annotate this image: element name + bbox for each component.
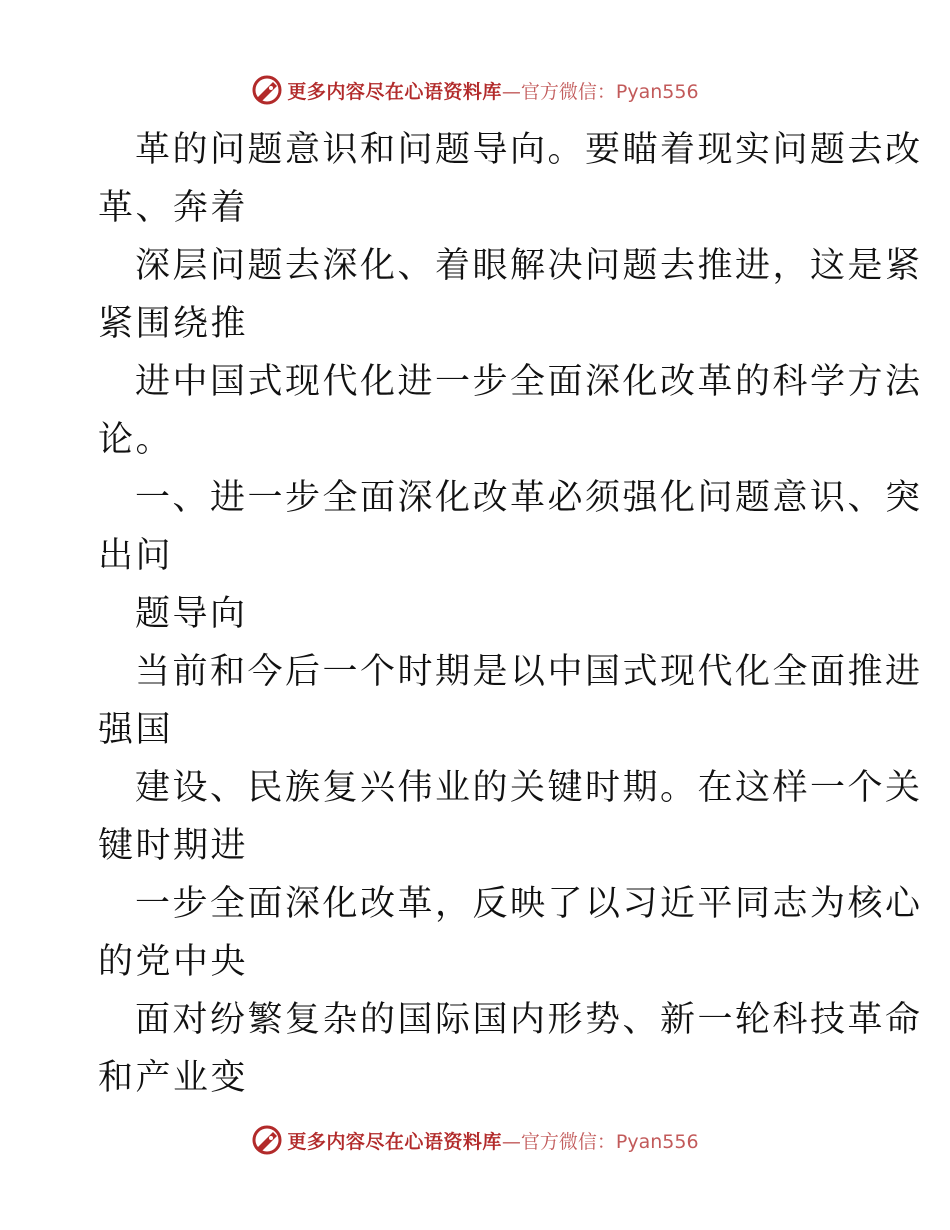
body-line: 紧围绕推 <box>98 304 249 344</box>
banner-sub-text: —官方微信：Pyan556 <box>501 80 699 103</box>
banner-main-text: 更多内容尽在心语资料库 <box>287 1130 502 1153</box>
body-line: 论。 <box>98 420 174 460</box>
body-line: 建设、民族复兴伟业的关键时期。在这样一个关 <box>135 768 923 808</box>
body-line: 革、奔着 <box>98 188 249 228</box>
pen-nib-logo-icon <box>251 74 283 106</box>
banner-sub-text: —官方微信：Pyan556 <box>501 1130 699 1153</box>
body-line: 深层问题去深化、着眼解决问题去推进，这是紧 <box>135 246 923 286</box>
body-line: 强国 <box>98 710 174 750</box>
header-watermark-banner <box>0 70 950 110</box>
body-line: 的党中央 <box>98 942 249 982</box>
body-line: 和产业变 <box>98 1058 249 1098</box>
body-line: 一、进一步全面深化改革必须强化问题意识、突 <box>135 478 923 518</box>
pen-nib-logo-icon <box>251 1124 283 1156</box>
body-line: 进中国式现代化进一步全面深化改革的科学方法 <box>135 362 923 402</box>
body-line: 面对纷繁复杂的国际国内形势、新一轮科技革命 <box>135 1000 923 1040</box>
banner-main-text: 更多内容尽在心语资料库 <box>287 80 502 103</box>
body-line: 革的问题意识和问题导向。要瞄着现实问题去改 <box>135 130 923 170</box>
footer-watermark-banner <box>0 1120 950 1160</box>
body-line: 键时期进 <box>98 826 249 866</box>
body-line: 当前和今后一个时期是以中国式现代化全面推进 <box>135 652 923 692</box>
body-line: 出问 <box>98 536 174 576</box>
body-line: 一步全面深化改革，反映了以习近平同志为核心 <box>135 884 923 924</box>
body-line: 题导向 <box>135 594 248 634</box>
document-body <box>98 121 923 1107</box>
